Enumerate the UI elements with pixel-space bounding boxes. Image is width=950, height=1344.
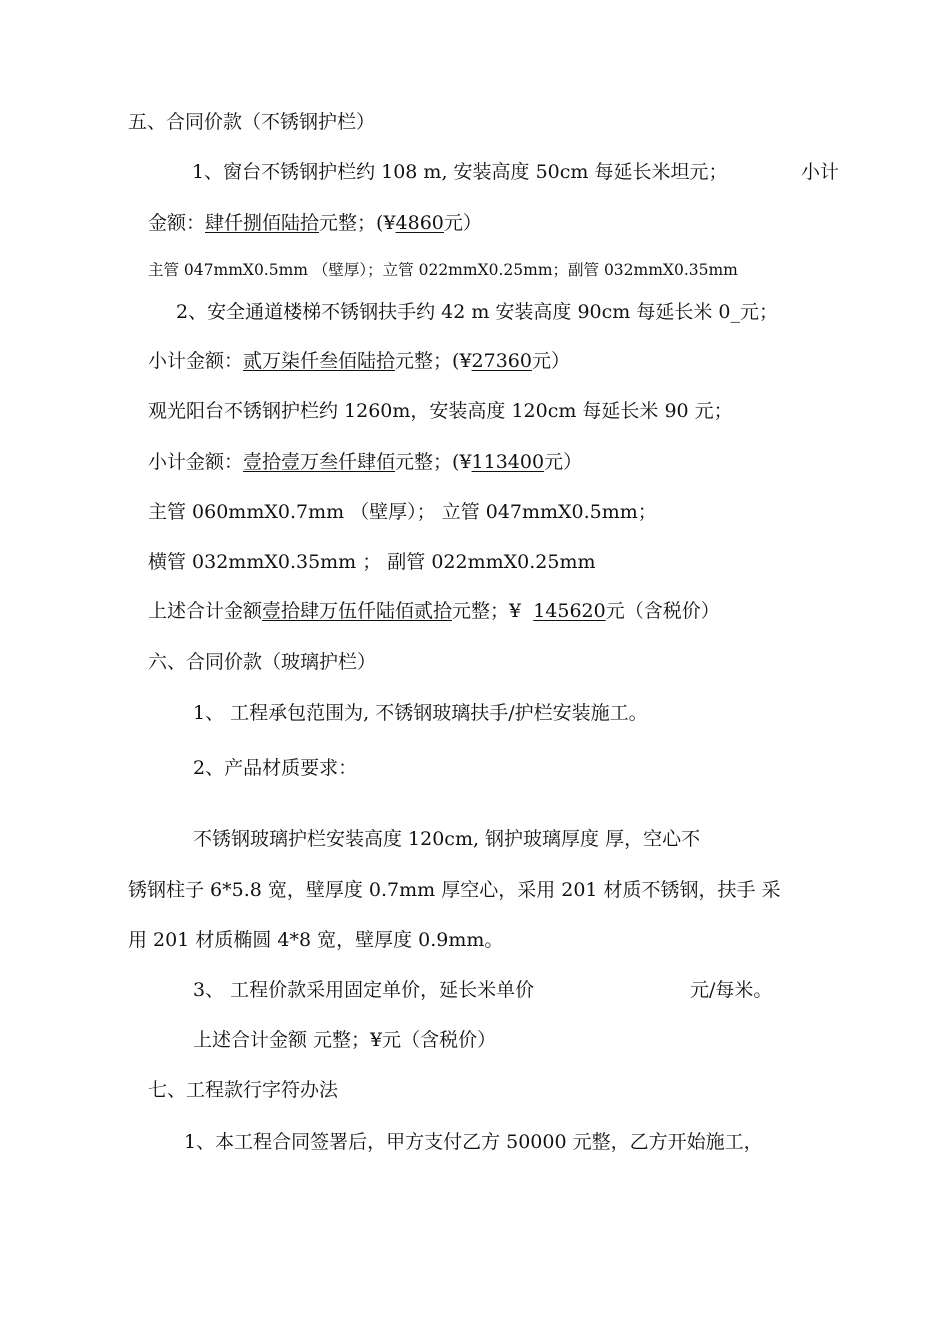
section-5-total — [148, 599, 720, 623]
subtotal-words: 肆仟捌佰陆拾 — [205, 212, 320, 234]
subtotal-suffix: 元） — [544, 451, 583, 473]
section-6-paragraph-line-1: 不锈钢玻璃护栏安装高度 120cm, 钢护玻璃厚度 厚，空心不 — [193, 828, 701, 850]
subtotal-number: 27360 — [471, 350, 532, 372]
total-suffix: 元（含税价） — [605, 600, 720, 622]
section-6-paragraph-line-3: 用 201 材质椭圆 4*8 宽，壁厚度 0.9mm。 — [128, 929, 504, 951]
section-6-heading: 六、合同价款（玻璃护栏） — [148, 651, 377, 673]
section-6-total: 上述合计金额 元整；¥元（含税价） — [193, 1029, 497, 1051]
subtotal-words: 贰万柒仟叁佰陆拾 — [243, 350, 396, 372]
subtotal-prefix: 小计金额： — [148, 451, 244, 473]
section-6-item-1: 1、 工程承包范围为, 不锈钢玻璃扶手/护栏安装施工。 — [193, 702, 648, 724]
subtotal-suffix: 元） — [532, 350, 571, 372]
item-2-line: 2、安全通道楼梯不锈钢扶手约 42 m 安装高度 90cm 每延长米 0_元； — [176, 301, 778, 323]
item-1-spec: 主管 047mmΧ0.5mm （壁厚）；立管 022mmΧ0.25mm；副管 032mmΧ0.35mm — [148, 261, 738, 279]
subtotal-mid: 元整；(¥ — [395, 350, 472, 372]
subtotal-words: 壹拾壹万叁仟肆佰 — [243, 451, 396, 473]
item-1-line: 1、窗台不锈钢护栏约 108 m, 安装高度 50cm 每延长米坦元； — [192, 161, 728, 183]
total-number: 145620 — [533, 600, 606, 622]
total-words: 壹拾肆万伍仟陆佰贰拾 — [262, 600, 453, 622]
subtotal-prefix: 小计金额： — [148, 350, 244, 372]
item-2-subtotal — [148, 349, 570, 373]
subtotal-suffix: 元） — [443, 212, 482, 234]
subtotal-mid: 元整；(¥ — [319, 212, 396, 234]
item-3-spec-1: 主管 060mmΧ0.7mm （壁厚）； 立管 047mmΧ0.5mm； — [148, 501, 657, 523]
section-7-item-1: 1、本工程合同签署后，甲方支付乙方 50000 元整，乙方开始施工， — [184, 1131, 763, 1153]
subtotal-prefix: 金额： — [148, 212, 206, 234]
item-3-subtotal — [148, 450, 582, 474]
section-7-heading: 七、工程款行字符办法 — [148, 1079, 339, 1101]
section-6-item-2: 2、产品材质要求： — [193, 757, 358, 779]
section-6-item-3-unit: 元/每米。 — [690, 979, 773, 1001]
total-prefix: 上述合计金额 — [148, 600, 263, 622]
section-5-heading: 五、合同价款（不锈钢护栏） — [128, 111, 376, 133]
item-3-line: 观光阳台不锈钢护栏约 1260m，安装高度 120cm 每延长米 90 元； — [148, 400, 733, 422]
item-1-subtotal — [148, 211, 482, 235]
item-3-spec-2: 横管 032mmΧ0.35mm ； 副管 022mmΧ0.25mm — [148, 551, 596, 573]
subtotal-number: 4860 — [395, 212, 444, 234]
section-6-item-3: 3、 工程价款采用固定单价，延长米单价 — [193, 979, 535, 1001]
subtotal-mid: 元整；(¥ — [395, 451, 472, 473]
item-1-line-right: 小计 — [801, 161, 840, 183]
total-mid: 元整；¥ — [452, 600, 534, 622]
subtotal-number: 113400 — [471, 451, 545, 473]
section-6-paragraph-line-2: 锈钢柱子 6*5.8 宽，壁厚度 0.7mm 厚空心，采用 201 材质不锈钢，扶手 采 — [128, 879, 781, 901]
